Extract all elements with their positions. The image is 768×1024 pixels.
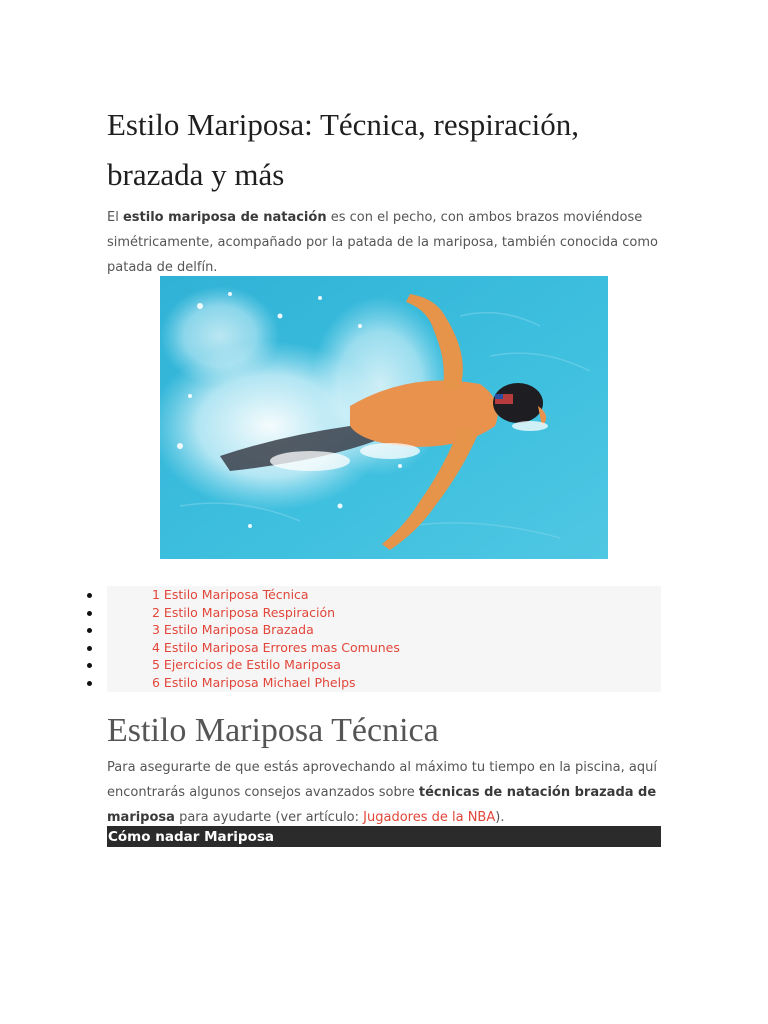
toc-link-respiracion[interactable]: 2 Estilo Mariposa Respiración <box>152 604 336 620</box>
title-line-2: brazada y más <box>107 157 285 192</box>
para-bold-term: técnicas de natación brazada de mariposa <box>107 785 657 825</box>
bullet-icon <box>87 681 92 686</box>
table-of-contents <box>107 586 661 692</box>
bullet-icon <box>87 628 92 633</box>
bullet-icon <box>87 663 92 668</box>
toc-item <box>107 656 661 674</box>
toc-link-tecnica[interactable]: 1 Estilo Mariposa Técnica <box>152 587 309 602</box>
toc-link-phelps[interactable]: 6 Estilo Mariposa Michael Phelps <box>152 674 356 690</box>
intro-text-end: es con el pecho, con ambos brazos moviéndose simétricamente, acompañado por la patada de la mariposa, también conocida como patada de delfín. <box>107 210 658 275</box>
intro-bold-term: estilo mariposa de natación <box>122 210 327 225</box>
bullet-icon <box>87 611 92 616</box>
toc-item <box>107 604 661 622</box>
intro-paragraph <box>107 205 667 280</box>
title-line-1: Estilo Mariposa: Técnica, respiración, <box>107 107 580 142</box>
para-text-end: ). <box>495 810 505 825</box>
para-text-middle: para ayudarte (ver artículo: <box>174 810 364 825</box>
toc-link-brazada[interactable]: 3 Estilo Mariposa Brazada <box>152 622 314 637</box>
toc-item <box>107 639 661 657</box>
intro-text-start: El <box>107 210 123 225</box>
subheading-how-to-swim: Cómo nadar Mariposa <box>108 829 274 845</box>
article-title <box>107 100 667 200</box>
bullet-icon <box>87 593 92 598</box>
toc-item <box>107 586 661 604</box>
toc-item <box>107 621 661 639</box>
toc-list <box>107 586 661 691</box>
bullet-icon <box>87 646 92 651</box>
toc-item <box>107 674 661 692</box>
para-text-start: Para asegurarte de que estás aprovechando al máximo tu tiempo en la piscina, aquí encontrarás algunos consejos avanzados sobre <box>107 760 657 800</box>
section-heading-tecnica: Estilo Mariposa Técnica <box>107 712 439 749</box>
toc-link-ejercicios[interactable]: 5 Ejercicios de Estilo Mariposa <box>152 657 341 672</box>
toc-link-errores[interactable]: 4 Estilo Mariposa Errores mas Comunes <box>152 639 400 655</box>
subheading-bar <box>107 826 661 847</box>
nba-players-link[interactable]: Jugadores de la NBA <box>363 810 496 825</box>
butterfly-swimmer-image <box>160 276 608 559</box>
section-paragraph <box>107 755 667 830</box>
